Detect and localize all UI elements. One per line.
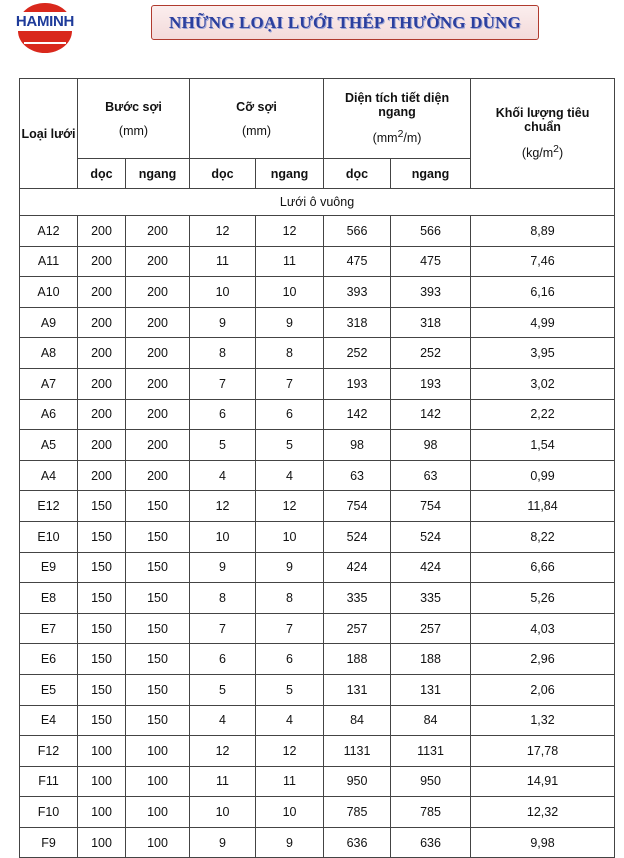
cell-c-doc: 8 (190, 338, 256, 369)
cell-type: A5 (20, 430, 78, 461)
cell-c-doc: 11 (190, 246, 256, 277)
cell-a-ngang: 131 (391, 674, 471, 705)
cell-s-doc: 150 (78, 674, 126, 705)
section-label: Lưới ô vuông (20, 189, 615, 216)
cell-a-ngang: 754 (391, 491, 471, 522)
cell-type: E9 (20, 552, 78, 583)
header-area-doc: dọc (324, 159, 391, 189)
cell-s-ngang: 150 (126, 491, 190, 522)
cell-a-ngang: 193 (391, 368, 471, 399)
logo-text: HAMINH (15, 13, 75, 30)
cell-s-ngang: 100 (126, 736, 190, 767)
cell-weight: 5,26 (471, 583, 615, 614)
cell-type: E12 (20, 491, 78, 522)
cell-c-ngang: 9 (256, 552, 324, 583)
header-size-ngang: ngang (256, 159, 324, 189)
cell-type: A8 (20, 338, 78, 369)
cell-a-ngang: 524 (391, 521, 471, 552)
cell-weight: 11,84 (471, 491, 615, 522)
mesh-table (19, 78, 615, 858)
cell-s-ngang: 200 (126, 277, 190, 308)
cell-a-doc: 252 (324, 338, 391, 369)
cell-c-doc: 7 (190, 368, 256, 399)
cell-weight: 14,91 (471, 766, 615, 797)
cell-c-doc: 5 (190, 430, 256, 461)
cell-a-doc: 566 (324, 216, 391, 247)
cell-a-doc: 424 (324, 552, 391, 583)
cell-c-doc: 12 (190, 736, 256, 767)
cell-a-ngang: 785 (391, 797, 471, 828)
cell-c-doc: 4 (190, 705, 256, 736)
table-row (20, 460, 615, 491)
cell-c-ngang: 8 (256, 583, 324, 614)
table-row (20, 552, 615, 583)
table-row (20, 368, 615, 399)
cell-a-ngang: 84 (391, 705, 471, 736)
table-row (20, 797, 615, 828)
cell-s-doc: 200 (78, 216, 126, 247)
cell-s-ngang: 200 (126, 246, 190, 277)
cell-s-doc: 150 (78, 705, 126, 736)
page-title: NHỮNG LOẠI LƯỚI THÉP THƯỜNG DÙNG (169, 12, 521, 32)
cell-a-doc: 636 (324, 827, 391, 858)
cell-s-doc: 150 (78, 552, 126, 583)
cell-s-doc: 200 (78, 430, 126, 461)
cell-a-doc: 754 (324, 491, 391, 522)
cell-c-doc: 11 (190, 766, 256, 797)
cell-c-doc: 12 (190, 491, 256, 522)
cell-a-doc: 257 (324, 613, 391, 644)
header-type: Loại lưới (20, 79, 78, 189)
cell-weight: 4,03 (471, 613, 615, 644)
cell-a-ngang: 950 (391, 766, 471, 797)
cell-a-doc: 393 (324, 277, 391, 308)
cell-weight: 9,98 (471, 827, 615, 858)
cell-s-ngang: 200 (126, 460, 190, 491)
cell-a-ngang: 475 (391, 246, 471, 277)
cell-type: E6 (20, 644, 78, 675)
cell-a-ngang: 63 (391, 460, 471, 491)
cell-a-doc: 63 (324, 460, 391, 491)
cell-weight: 17,78 (471, 736, 615, 767)
cell-a-ngang: 1131 (391, 736, 471, 767)
cell-type: F10 (20, 797, 78, 828)
cell-s-doc: 200 (78, 399, 126, 430)
cell-weight: 6,66 (471, 552, 615, 583)
cell-s-doc: 200 (78, 460, 126, 491)
cell-c-ngang: 9 (256, 827, 324, 858)
cell-s-doc: 200 (78, 277, 126, 308)
table-row (20, 491, 615, 522)
header-spacing: Bước sợi (mm) (78, 79, 190, 159)
header-spacing-doc: dọc (78, 159, 126, 189)
cell-a-ngang: 636 (391, 827, 471, 858)
cell-s-doc: 150 (78, 644, 126, 675)
cell-weight: 1,32 (471, 705, 615, 736)
cell-c-doc: 9 (190, 827, 256, 858)
cell-s-doc: 150 (78, 491, 126, 522)
cell-s-doc: 150 (78, 583, 126, 614)
cell-type: A6 (20, 399, 78, 430)
table-row (20, 399, 615, 430)
cell-c-doc: 8 (190, 583, 256, 614)
cell-c-ngang: 7 (256, 368, 324, 399)
cell-c-ngang: 6 (256, 399, 324, 430)
cell-a-doc: 131 (324, 674, 391, 705)
cell-s-ngang: 150 (126, 674, 190, 705)
cell-a-doc: 785 (324, 797, 391, 828)
cell-type: E8 (20, 583, 78, 614)
cell-c-ngang: 8 (256, 338, 324, 369)
table-row (20, 246, 615, 277)
cell-type: F12 (20, 736, 78, 767)
cell-a-doc: 335 (324, 583, 391, 614)
cell-s-ngang: 200 (126, 307, 190, 338)
cell-c-doc: 7 (190, 613, 256, 644)
cell-c-doc: 6 (190, 644, 256, 675)
table-row (20, 583, 615, 614)
table-row (20, 827, 615, 858)
cell-a-ngang: 142 (391, 399, 471, 430)
cell-type: A7 (20, 368, 78, 399)
cell-weight: 2,96 (471, 644, 615, 675)
cell-c-ngang: 12 (256, 216, 324, 247)
cell-s-doc: 150 (78, 521, 126, 552)
cell-c-ngang: 5 (256, 674, 324, 705)
cell-c-doc: 5 (190, 674, 256, 705)
company-logo (10, 3, 80, 53)
cell-weight: 2,22 (471, 399, 615, 430)
cell-a-ngang: 98 (391, 430, 471, 461)
cell-c-ngang: 10 (256, 277, 324, 308)
cell-weight: 2,06 (471, 674, 615, 705)
table-row (20, 766, 615, 797)
cell-weight: 6,16 (471, 277, 615, 308)
cell-type: A10 (20, 277, 78, 308)
cell-a-doc: 188 (324, 644, 391, 675)
header-weight: Khối lượng tiêu chuẩn $(kg/m^2)$ (471, 79, 615, 189)
cell-a-ngang: 335 (391, 583, 471, 614)
cell-type: F11 (20, 766, 78, 797)
cell-a-ngang: 257 (391, 613, 471, 644)
cell-s-doc: 200 (78, 246, 126, 277)
table-row (20, 430, 615, 461)
cell-c-ngang: 6 (256, 644, 324, 675)
cell-c-ngang: 5 (256, 430, 324, 461)
cell-c-ngang: 7 (256, 613, 324, 644)
cell-a-ngang: 424 (391, 552, 471, 583)
cell-s-doc: 100 (78, 736, 126, 767)
cell-c-ngang: 10 (256, 521, 324, 552)
cell-c-ngang: 12 (256, 736, 324, 767)
cell-s-ngang: 100 (126, 797, 190, 828)
title-banner (151, 5, 539, 40)
cell-s-ngang: 150 (126, 521, 190, 552)
cell-a-ngang: 393 (391, 277, 471, 308)
cell-type: A4 (20, 460, 78, 491)
cell-weight: 8,89 (471, 216, 615, 247)
cell-a-doc: 84 (324, 705, 391, 736)
cell-a-ngang: 188 (391, 644, 471, 675)
cell-s-ngang: 200 (126, 399, 190, 430)
cell-c-doc: 10 (190, 277, 256, 308)
cell-a-doc: 98 (324, 430, 391, 461)
header-area: Diện tích tiết diện ngang $(mm^2/m)$ (324, 79, 471, 159)
cell-type: E5 (20, 674, 78, 705)
cell-s-ngang: 150 (126, 644, 190, 675)
header-size: Cỡ sợi (mm) (190, 79, 324, 159)
cell-c-ngang: 11 (256, 246, 324, 277)
cell-type: A11 (20, 246, 78, 277)
cell-weight: 12,32 (471, 797, 615, 828)
cell-a-ngang: 566 (391, 216, 471, 247)
cell-c-doc: 10 (190, 521, 256, 552)
cell-weight: 1,54 (471, 430, 615, 461)
cell-weight: 7,46 (471, 246, 615, 277)
cell-s-ngang: 200 (126, 216, 190, 247)
cell-c-doc: 12 (190, 216, 256, 247)
cell-a-doc: 524 (324, 521, 391, 552)
table-row (20, 705, 615, 736)
table-row (20, 521, 615, 552)
table-row (20, 644, 615, 675)
cell-type: A9 (20, 307, 78, 338)
cell-s-ngang: 100 (126, 766, 190, 797)
cell-weight: 8,22 (471, 521, 615, 552)
table-row (20, 613, 615, 644)
cell-s-doc: 100 (78, 766, 126, 797)
cell-a-doc: 1131 (324, 736, 391, 767)
cell-c-doc: 9 (190, 552, 256, 583)
cell-c-doc: 4 (190, 460, 256, 491)
cell-weight: 4,99 (471, 307, 615, 338)
cell-s-doc: 200 (78, 338, 126, 369)
cell-type: E10 (20, 521, 78, 552)
cell-type: A12 (20, 216, 78, 247)
cell-c-doc: 6 (190, 399, 256, 430)
cell-weight: 3,95 (471, 338, 615, 369)
cell-c-ngang: 4 (256, 460, 324, 491)
cell-c-ngang: 4 (256, 705, 324, 736)
cell-s-ngang: 200 (126, 430, 190, 461)
cell-c-ngang: 11 (256, 766, 324, 797)
header-spacing-ngang: ngang (126, 159, 190, 189)
header-size-doc: dọc (190, 159, 256, 189)
cell-type: F9 (20, 827, 78, 858)
cell-c-ngang: 12 (256, 491, 324, 522)
cell-s-ngang: 100 (126, 827, 190, 858)
cell-weight: 3,02 (471, 368, 615, 399)
cell-s-ngang: 150 (126, 705, 190, 736)
cell-c-ngang: 10 (256, 797, 324, 828)
cell-c-doc: 9 (190, 307, 256, 338)
cell-a-doc: 142 (324, 399, 391, 430)
cell-type: E7 (20, 613, 78, 644)
cell-type: E4 (20, 705, 78, 736)
table-row (20, 674, 615, 705)
cell-s-doc: 200 (78, 307, 126, 338)
cell-a-doc: 318 (324, 307, 391, 338)
cell-s-ngang: 200 (126, 368, 190, 399)
table-row (20, 216, 615, 247)
cell-s-doc: 100 (78, 827, 126, 858)
cell-a-ngang: 252 (391, 338, 471, 369)
cell-s-doc: 150 (78, 613, 126, 644)
cell-s-doc: 200 (78, 368, 126, 399)
table-row (20, 307, 615, 338)
table-row (20, 338, 615, 369)
cell-a-doc: 193 (324, 368, 391, 399)
cell-a-doc: 475 (324, 246, 391, 277)
cell-a-doc: 950 (324, 766, 391, 797)
cell-s-ngang: 150 (126, 583, 190, 614)
cell-c-ngang: 9 (256, 307, 324, 338)
cell-s-ngang: 150 (126, 613, 190, 644)
cell-a-ngang: 318 (391, 307, 471, 338)
header-area-ngang: ngang (391, 159, 471, 189)
cell-s-ngang: 150 (126, 552, 190, 583)
cell-c-doc: 10 (190, 797, 256, 828)
cell-s-ngang: 200 (126, 338, 190, 369)
table-row (20, 736, 615, 767)
cell-s-doc: 100 (78, 797, 126, 828)
table-row (20, 277, 615, 308)
cell-weight: 0,99 (471, 460, 615, 491)
